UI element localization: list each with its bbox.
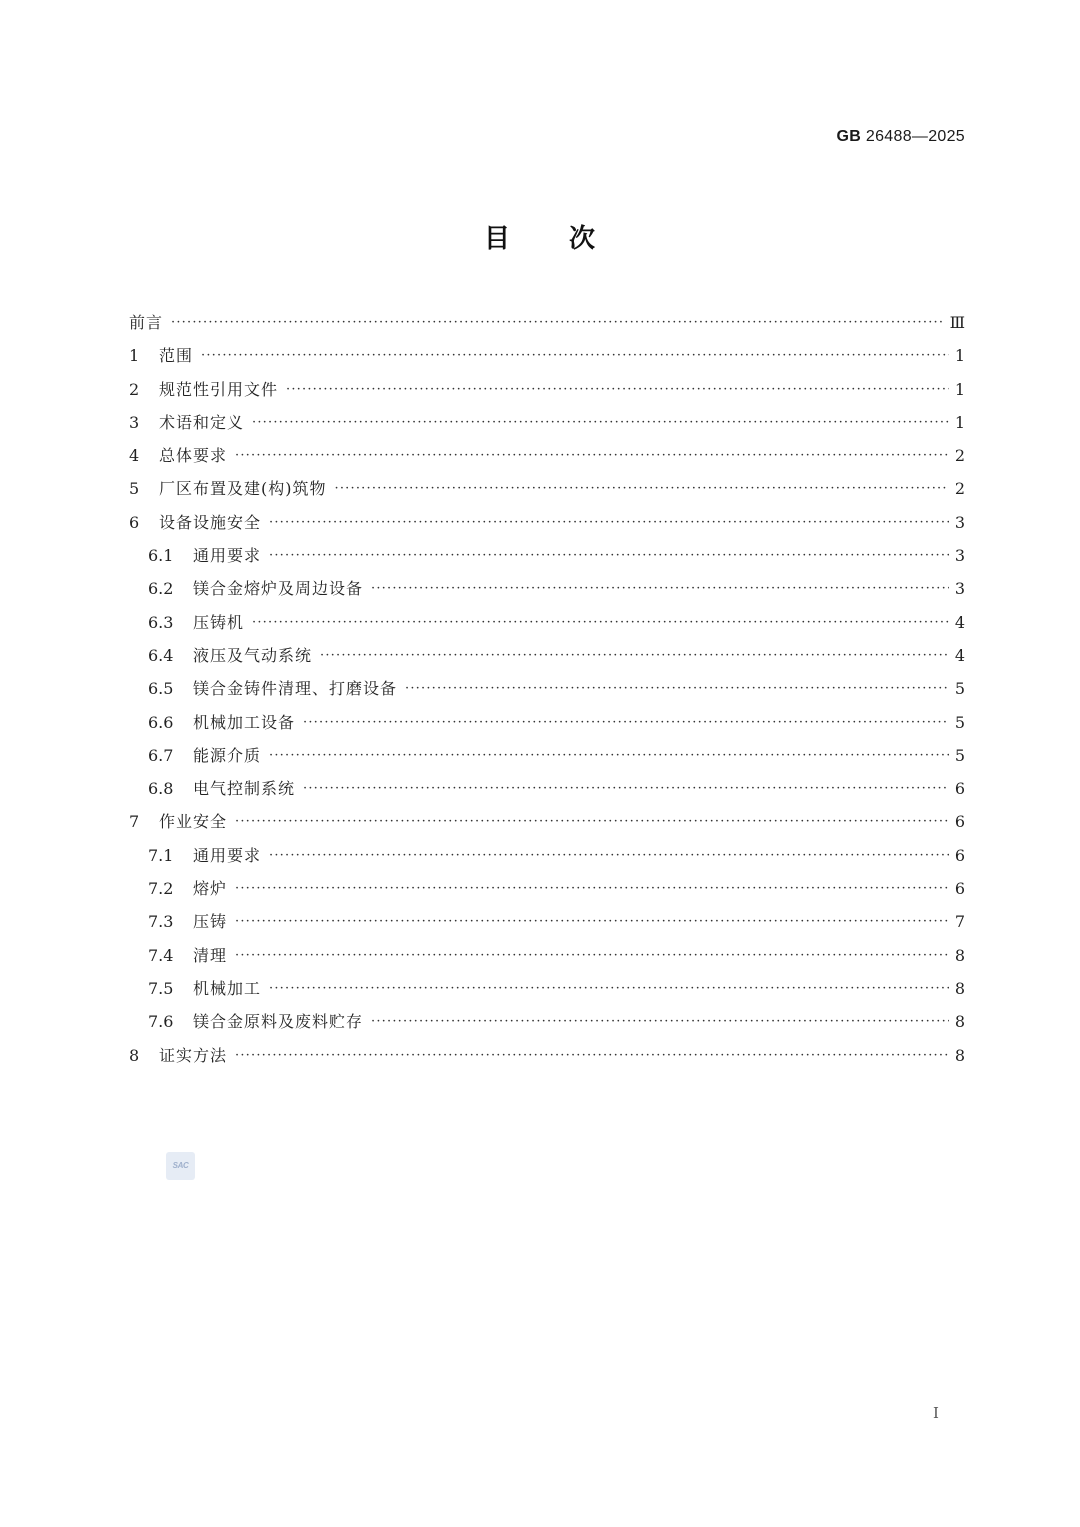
toc-entry-number: 6.8	[148, 779, 174, 799]
toc-entry-page: 4	[954, 612, 965, 632]
toc-entry[interactable]	[129, 306, 965, 339]
toc-entry-page: 1	[954, 346, 965, 366]
toc-entry-label: 设备设施安全	[159, 512, 262, 532]
toc-entry[interactable]	[129, 506, 965, 539]
toc-entry-label: 镁合金原料及废料贮存	[193, 1012, 364, 1032]
toc-dot-leader	[235, 805, 949, 838]
sac-logo-icon	[166, 1152, 195, 1180]
toc-entry-number: 3	[129, 412, 140, 432]
toc-entry[interactable]	[129, 972, 965, 1005]
toc-dot-leader	[269, 972, 949, 1005]
toc-dot-leader	[201, 339, 949, 372]
toc-entry-number: 8	[129, 1045, 140, 1065]
toc-entry[interactable]	[129, 1005, 965, 1038]
toc-entry[interactable]	[129, 939, 965, 972]
toc-entry-label: 作业安全	[159, 812, 228, 832]
toc-entry-label: 压铸	[193, 912, 228, 932]
toc-entry-page: 7	[954, 912, 965, 932]
toc-entry-label: 机械加工设备	[193, 712, 296, 732]
toc-dot-leader	[235, 905, 949, 938]
toc-entry-label: 总体要求	[159, 446, 228, 466]
toc-entry-page: 1	[954, 379, 965, 399]
toc-entry-number: 7.5	[148, 978, 174, 998]
toc-dot-leader	[252, 606, 949, 639]
toc-entry-page: 6	[954, 812, 965, 832]
toc-entry[interactable]	[129, 339, 965, 372]
toc-entry-page: 2	[954, 446, 965, 466]
toc-dot-leader	[371, 1005, 949, 1038]
toc-entry[interactable]	[129, 805, 965, 838]
toc-entry-page: 5	[954, 679, 965, 699]
table-of-contents	[129, 306, 965, 1072]
toc-entry-page: Ⅲ	[949, 313, 965, 332]
toc-entry-page: 6	[954, 779, 965, 799]
toc-entry-label: 电气控制系统	[193, 779, 296, 799]
toc-entry-page: 8	[954, 978, 965, 998]
toc-dot-leader	[371, 572, 949, 605]
toc-entry-number: 4	[129, 446, 140, 466]
toc-entry-page: 6	[954, 845, 965, 865]
toc-entry-label: 熔炉	[193, 879, 228, 899]
toc-dot-leader	[235, 439, 949, 472]
toc-entry-label: 厂区布置及建(构)筑物	[159, 479, 327, 499]
toc-entry-label: 规范性引用文件	[159, 379, 279, 399]
toc-entry-number: 7.6	[148, 1012, 174, 1032]
toc-entry-label: 范围	[159, 346, 194, 366]
toc-entry[interactable]	[129, 639, 965, 672]
toc-entry-number: 7	[129, 812, 140, 832]
toc-dot-leader	[269, 506, 949, 539]
toc-dot-leader	[286, 373, 949, 406]
toc-entry-label: 术语和定义	[159, 412, 245, 432]
toc-entry-number: 6.1	[148, 546, 174, 566]
toc-dot-leader	[235, 872, 949, 905]
toc-entry[interactable]	[129, 772, 965, 805]
toc-entry[interactable]	[129, 839, 965, 872]
toc-entry-page: 5	[954, 712, 965, 732]
toc-entry-page: 4	[954, 645, 965, 665]
page-number: Ⅰ	[933, 1404, 939, 1422]
toc-entry-number: 6.3	[148, 612, 174, 632]
toc-entry-label: 镁合金铸件清理、打磨设备	[193, 679, 398, 699]
toc-entry-number: 5	[129, 479, 140, 499]
toc-entry-number: 7.1	[148, 845, 174, 865]
toc-entry-number: 2	[129, 379, 140, 399]
toc-entry[interactable]	[129, 672, 965, 705]
toc-dot-leader	[320, 639, 949, 672]
toc-entry-page: 8	[954, 1012, 965, 1032]
page-title	[0, 218, 1080, 255]
toc-dot-leader	[269, 739, 949, 772]
toc-dot-leader	[171, 306, 944, 339]
toc-entry-label: 通用要求	[193, 845, 262, 865]
toc-entry-page: 6	[954, 879, 965, 899]
toc-entry[interactable]	[129, 1039, 965, 1072]
toc-entry-page: 3	[954, 546, 965, 566]
toc-entry-number: 7.3	[148, 912, 174, 932]
toc-dot-leader	[303, 706, 949, 739]
toc-entry-page: 1	[954, 412, 965, 432]
toc-entry-page: 3	[954, 512, 965, 532]
toc-entry-page: 8	[954, 945, 965, 965]
toc-entry-label: 镁合金熔炉及周边设备	[193, 579, 364, 599]
toc-dot-leader	[269, 839, 949, 872]
toc-entry[interactable]	[129, 572, 965, 605]
toc-entry-label: 压铸机	[193, 612, 245, 632]
logo-text: SAC	[172, 1161, 189, 1170]
toc-entry-page: 5	[954, 745, 965, 765]
toc-entry[interactable]	[129, 539, 965, 572]
standard-code	[837, 128, 965, 146]
standard-prefix: GB	[836, 128, 862, 145]
toc-entry-page: 3	[954, 579, 965, 599]
toc-entry-label: 清理	[193, 945, 228, 965]
toc-entry-number: 6.2	[148, 579, 174, 599]
toc-entry-label: 机械加工	[193, 978, 262, 998]
toc-entry-number: 6.7	[148, 745, 174, 765]
title-char-1: 目	[483, 224, 511, 254]
toc-entry[interactable]	[129, 905, 965, 938]
toc-entry-page: 2	[954, 479, 965, 499]
toc-dot-leader	[235, 939, 949, 972]
toc-entry[interactable]	[129, 872, 965, 905]
standard-number: 26488—2025	[865, 128, 965, 145]
toc-entry-label: 证实方法	[159, 1045, 228, 1065]
toc-entry[interactable]	[129, 373, 965, 406]
toc-entry-number: 6	[129, 512, 140, 532]
toc-entry-label: 通用要求	[193, 546, 262, 566]
toc-dot-leader	[405, 672, 949, 705]
toc-dot-leader	[269, 539, 949, 572]
toc-entry[interactable]	[129, 706, 965, 739]
toc-entry-label: 液压及气动系统	[193, 645, 313, 665]
toc-entry[interactable]	[129, 739, 965, 772]
toc-entry[interactable]	[129, 439, 965, 472]
toc-dot-leader	[335, 472, 949, 505]
toc-entry-number: 6.4	[148, 645, 174, 665]
toc-dot-leader	[303, 772, 949, 805]
toc-dot-leader	[235, 1039, 949, 1072]
title-char-2: 次	[569, 224, 597, 254]
toc-entry-number: 7.2	[148, 879, 174, 899]
toc-entry[interactable]	[129, 606, 965, 639]
toc-entry[interactable]	[129, 406, 965, 439]
toc-dot-leader	[252, 406, 949, 439]
toc-entry-number: 6.5	[148, 679, 174, 699]
toc-entry-page: 8	[954, 1045, 965, 1065]
toc-entry-number: 7.4	[148, 945, 174, 965]
toc-entry[interactable]	[129, 472, 965, 505]
toc-entry-label: 能源介质	[193, 745, 262, 765]
toc-entry-number: 1	[129, 346, 140, 366]
toc-entry-label: 前言	[129, 313, 164, 332]
toc-entry-number: 6.6	[148, 712, 174, 732]
